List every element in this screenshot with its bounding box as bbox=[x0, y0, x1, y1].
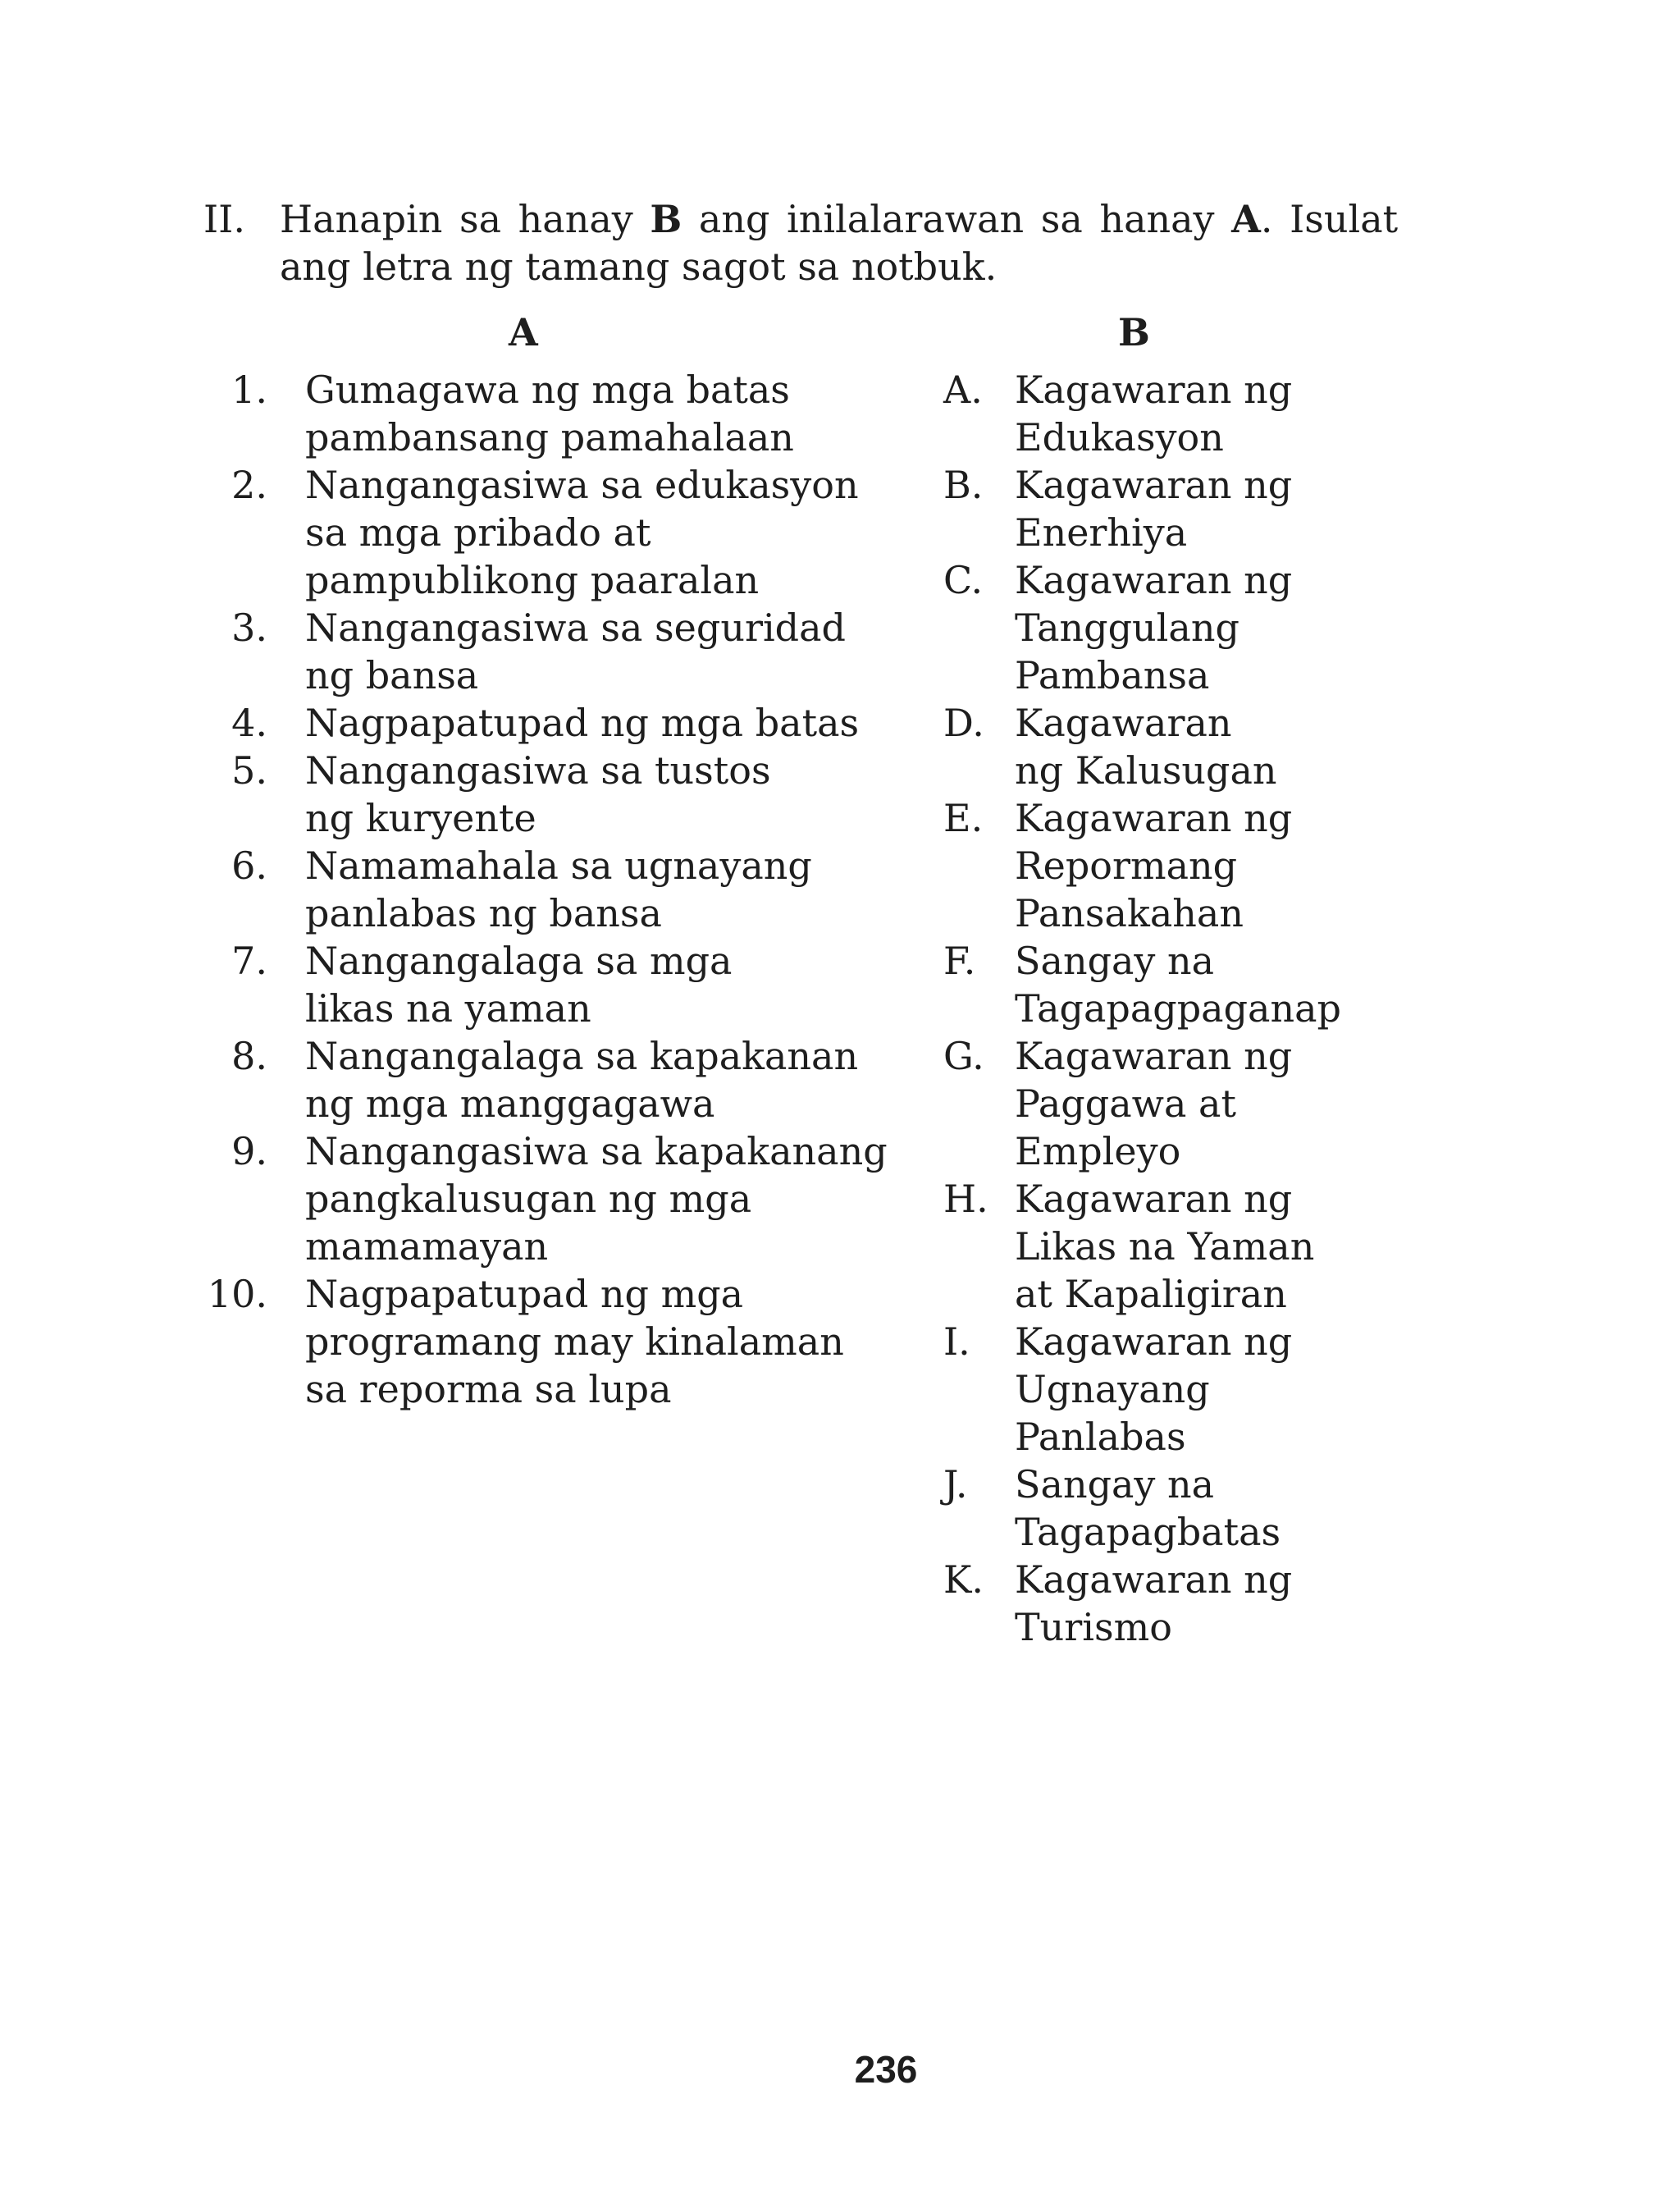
item-number: 10. bbox=[207, 1272, 267, 1316]
item-text: Kagawaran ng Tanggulang Pambansa bbox=[1015, 558, 1293, 697]
column-b-item bbox=[943, 1556, 1436, 1651]
item-text: Kagawaran ng Edukasyon bbox=[1015, 368, 1293, 459]
column-b-item bbox=[943, 699, 1436, 794]
column-a-item bbox=[205, 604, 911, 699]
item-number: 3. bbox=[231, 606, 267, 650]
item-letter: C. bbox=[943, 558, 984, 602]
column-b-item bbox=[943, 1032, 1436, 1175]
column-b-item bbox=[943, 794, 1436, 937]
column-a-item bbox=[205, 842, 911, 937]
column-b-item bbox=[943, 556, 1436, 699]
item-letter: F. bbox=[943, 939, 976, 983]
column-b-list bbox=[943, 366, 1436, 1651]
item-text: Kagawaran ng Paggawa at Empleyo bbox=[1015, 1034, 1293, 1173]
item-text: Nangangalaga sa kapakanan ng mga manggagawa bbox=[305, 1034, 859, 1126]
section-number: II. bbox=[203, 197, 245, 241]
column-b-item bbox=[943, 1461, 1436, 1556]
column-a-item bbox=[205, 1270, 911, 1413]
item-letter: H. bbox=[943, 1177, 988, 1221]
item-text: Kagawaran ng Kalusugan bbox=[1015, 701, 1277, 793]
instructions-line-1: Hanapin sa hanay B ang inilalarawan sa hanay A. Isulat bbox=[280, 197, 1399, 241]
item-text: Nangangasiwa sa seguridad ng bansa bbox=[305, 606, 846, 697]
item-text: Kagawaran ng Enerhiya bbox=[1015, 463, 1293, 555]
column-a-item bbox=[205, 699, 911, 747]
item-number: 1. bbox=[231, 368, 267, 412]
column-a-item bbox=[205, 1032, 911, 1127]
item-text: Nangangasiwa sa edukasyon sa mga pribado at pampublikong paaralan bbox=[305, 463, 859, 602]
item-text: Kagawaran ng Likas na Yaman at Kapaligiran bbox=[1015, 1177, 1315, 1316]
item-letter: G. bbox=[943, 1034, 984, 1078]
column-b-item bbox=[943, 1318, 1436, 1461]
column-a-list bbox=[205, 366, 911, 1413]
item-number: 9. bbox=[231, 1129, 267, 1173]
column-a-header: A bbox=[509, 310, 538, 354]
item-text: Sangay na Tagapagbatas bbox=[1015, 1462, 1281, 1554]
item-text: Sangay na Tagapagpaganap bbox=[1015, 939, 1341, 1031]
item-text: Kagawaran ng Repormang Pansakahan bbox=[1015, 796, 1293, 935]
item-letter: B. bbox=[943, 463, 984, 507]
item-number: 4. bbox=[231, 701, 267, 745]
item-letter: E. bbox=[943, 796, 984, 840]
item-letter: K. bbox=[943, 1557, 984, 1602]
column-b-item bbox=[943, 366, 1436, 461]
item-number: 2. bbox=[231, 463, 267, 507]
item-number: 7. bbox=[231, 939, 267, 983]
item-text: Nangangasiwa sa kapakanang pangkalusugan ng mga mamamayan bbox=[305, 1129, 888, 1269]
bold-a: A bbox=[1231, 197, 1261, 241]
column-a-item bbox=[205, 747, 911, 842]
column-a-item bbox=[205, 461, 911, 604]
column-a-item bbox=[205, 937, 911, 1032]
item-text: Nangangasiwa sa tustos ng kuryente bbox=[305, 748, 771, 840]
column-b-item bbox=[943, 937, 1436, 1032]
item-number: 8. bbox=[231, 1034, 267, 1078]
item-text: Namamahala sa ugnayang panlabas ng bansa bbox=[305, 844, 812, 935]
page-number: 236 bbox=[854, 2048, 918, 2091]
column-b-item bbox=[943, 461, 1436, 556]
item-number: 5. bbox=[231, 748, 267, 793]
item-letter: A. bbox=[943, 368, 983, 412]
bold-b: B bbox=[650, 197, 682, 241]
item-text: Nagpapatupad ng mga batas bbox=[305, 701, 860, 745]
column-a-item bbox=[205, 366, 911, 461]
item-text: Kagawaran ng Ugnayang Panlabas bbox=[1015, 1319, 1293, 1459]
item-letter: J. bbox=[943, 1462, 968, 1506]
item-letter: I. bbox=[943, 1319, 970, 1364]
column-b-header: B bbox=[1118, 310, 1150, 354]
item-number: 6. bbox=[231, 844, 267, 888]
item-text: Gumagawa ng mga batas pambansang pamahalaan bbox=[305, 368, 794, 459]
item-text: Kagawaran ng Turismo bbox=[1015, 1557, 1293, 1649]
item-letter: D. bbox=[943, 701, 984, 745]
item-text: Nagpapatupad ng mga programang may kinalaman sa reporma sa lupa bbox=[305, 1272, 844, 1411]
instructions-line-2: ang letra ng tamang sagot sa notbuk. bbox=[280, 245, 998, 289]
item-text: Nangangalaga sa mga likas na yaman bbox=[305, 939, 733, 1031]
column-a-item bbox=[205, 1127, 911, 1270]
column-b-item bbox=[943, 1175, 1436, 1318]
